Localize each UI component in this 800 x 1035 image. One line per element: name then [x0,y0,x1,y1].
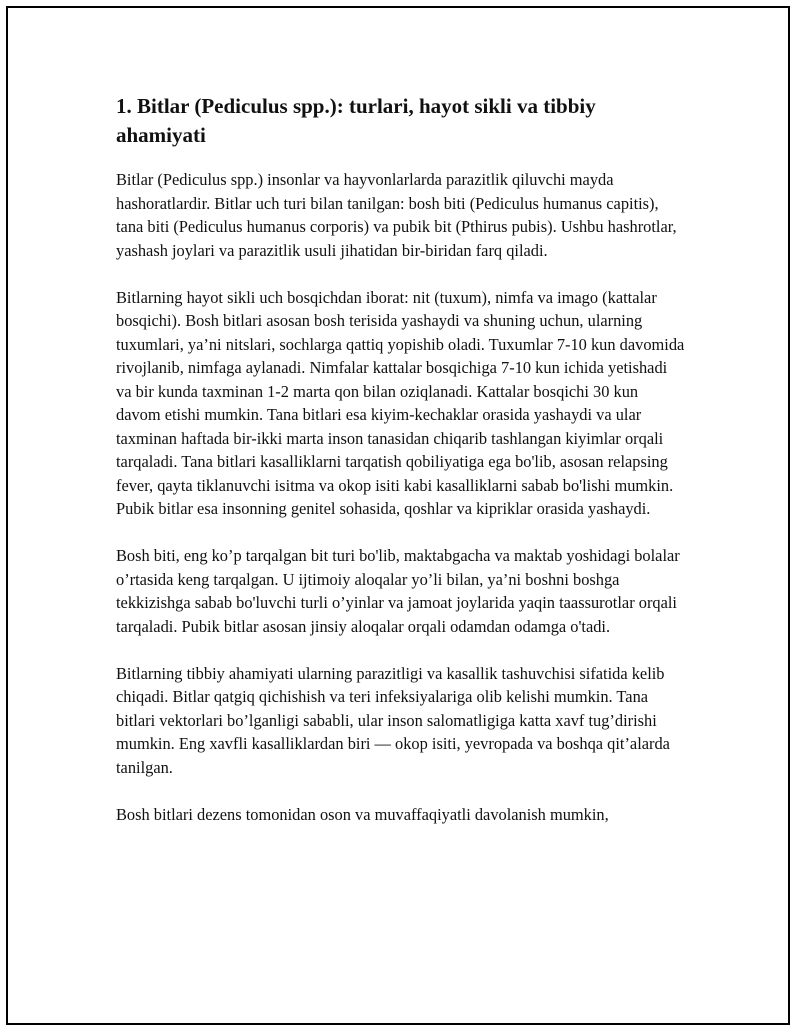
paragraph-medical-significance: Bitlarning tibbiy ahamiyati ularning parazitligi va kasallik tashuvchisi sifatida kelib chiqadi. Bitlar qatgiq qichishish va teri infeksiyalariga olib kelishi mumkin. Tana bitlari vektorlari bo’lganligi sababli, ular inson salomatligiga katta xavf tug’dirishi mumkin. Eng xavfli kasalliklardan biri — okop isiti, yevropada va boshqa qit’alarda tanilgan. [116,663,670,777]
document-body [116,92,686,850]
paragraph-treatment: Bosh bitlari dezens tomonidan oson va muvaffaqiyatli davolanish mumkin, [116,804,609,824]
paragraph-life-cycle: Bitlarning hayot sikli uch bosqichdan iborat: nit (tuxum), nimfa va imago (kattalar bosqichi). Bosh bitlari asosan bosh terisida yashaydi va shuning uchun, ularning tuxumlari, ya’ni nitslari, sochlarga qattiq yopishib oladi. Tuxumlar 7-10 kun davomida rivojlanib, nimfaga aylanadi. Nimfalar kattalar bosqichiga 7-10 kun ichida yetishadi va bir kunda taxminan 1-2 marta qon bilan oziqlanadi. Kattalar bosqichi 30 kun davom etishi mumkin. Tana bitlari esa kiyim-kechaklar orasida yashaydi va ular taxminan haftada bir-ikki marta inson tanasidan chiqarib tashlangan kiyimlar orqali tarqaladi. Tana bitlari kasalliklarni tarqatish qobiliyatiga ega bo'lib, asosan relapsing fever, qayta tiklanuvchi isitma va okop isiti kabi kasalliklarni sabab bo'lishi mumkin. Pubik bitlar esa insonning genitel sohasida, qoshlar va kipriklar orasida yashaydi. [116,287,685,518]
paragraph-intro: Bitlar (Pediculus spp.) insonlar va hayvonlarlarda parazitlik qiluvchi mayda hashoratlardir. Bitlar uch turi bilan tanilgan: bosh biti (Pediculus humanus capitis), tana biti (Pediculus humanus corporis) va pubik bit (Pthirus pubis). Ushbu hashrotlar, yashash joylari va parazitlik usuli jihatidan bir-biridan farq qiladi. [116,170,677,260]
paragraph-head-lice: Bosh biti, eng ko’p tarqalgan bit turi bo'lib, maktabgacha va maktab yoshidagi bolalar o’rtasida keng tarqalgan. U ijtimoiy aloqalar yo’li bilan, ya’ni boshni boshga tekkizishga sabab bo'luvchi turli o’yinlar va jamoat joylarida yaqin taassurotlar orqali tarqaladi. Pubik bitlar asosan jinsiy aloqalar orqali odamdan odamga o'tadi. [116,546,680,636]
section-heading: 1. Bitlar (Pediculus spp.): turlari, hayot sikli va tibbiy ahamiyati [116,94,596,147]
